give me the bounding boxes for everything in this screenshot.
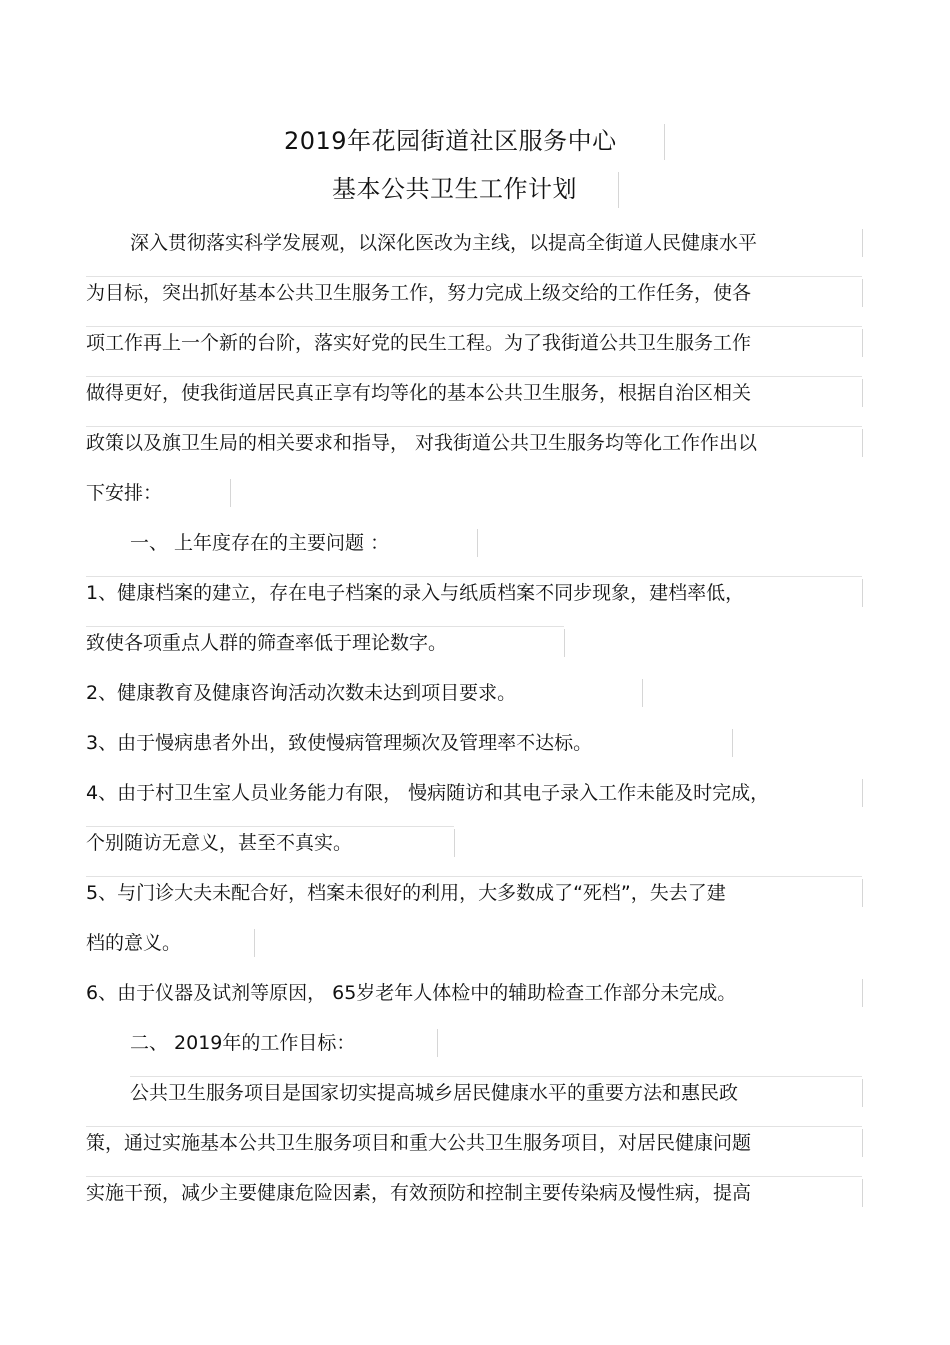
text-frame-edge	[454, 829, 455, 857]
text-frame-rule	[86, 626, 564, 627]
text-frame-edge	[642, 679, 643, 707]
text-frame-edge	[862, 879, 863, 907]
text-frame-edge	[862, 579, 863, 607]
issue-line: 致使各项重点人群的筛查率低于理论数字。	[86, 632, 448, 654]
text-frame-edge	[862, 379, 863, 407]
intro-line: 政策以及旗卫生局的相关要求和指导， 对我街道公共卫生服务均等化工作作出以	[86, 432, 758, 454]
text-frame-rule	[86, 426, 862, 427]
text-frame-rule	[86, 576, 862, 577]
section-heading: 一、 上年度存在的主要问题 ：	[130, 532, 390, 554]
text-frame-edge	[564, 629, 565, 657]
issue-line: 4、由于村卫生室人员业务能力有限， 慢病随访和其电子录入工作未能及时完成，	[86, 782, 770, 804]
goal-line: 策，通过实施基本公共卫生服务项目和重大公共卫生服务项目，对居民健康问题	[86, 1132, 752, 1154]
intro-line: 下安排：	[86, 482, 163, 504]
text-frame-rule	[86, 276, 862, 277]
text-frame-rule	[86, 326, 862, 327]
intro-line: 深入贯彻落实科学发展观，以深化医改为主线，以提高全街道人民健康水平	[130, 232, 758, 254]
issue-line: 6、由于仪器及试剂等原因， 65岁老年人体检中的辅助检查工作部分未完成。	[86, 982, 737, 1004]
text-frame-edge	[862, 1079, 863, 1107]
text-frame-rule	[86, 1126, 862, 1127]
goal-line: 实施干预，减少主要健康危险因素，有效预防和控制主要传染病及慢性病，提高	[86, 1182, 752, 1204]
text-frame-edge	[254, 929, 255, 957]
goal-line: 公共卫生服务项目是国家切实提高城乡居民健康水平的重要方法和惠民政	[130, 1082, 739, 1104]
text-frame-edge	[437, 1029, 438, 1057]
text-frame-rule	[86, 826, 454, 827]
text-frame-edge	[862, 279, 863, 307]
issue-line: 1、健康档案的建立，存在电子档案的录入与纸质档案不同步现象，建档率低，	[86, 582, 745, 604]
issue-line: 2、健康教育及健康咨询活动次数未达到项目要求。	[86, 682, 517, 704]
text-frame-rule	[86, 876, 862, 877]
text-frame-edge	[862, 1179, 863, 1207]
intro-line: 做得更好，使我街道居民真正享有均等化的基本公共卫生服务，根据自治区相关	[86, 382, 752, 404]
issue-line: 5、与门诊大夫未配合好，档案未很好的利用，大多数成了“死档”，失去了建	[86, 882, 726, 904]
text-frame-edge	[862, 779, 863, 807]
intro-line: 项工作再上一个新的台阶，落实好党的民生工程。为了我街道公共卫生服务工作	[86, 332, 752, 354]
text-frame-edge	[230, 479, 231, 507]
document-title-line2: 基本公共卫生工作计划	[332, 175, 577, 203]
text-frame-rule	[86, 376, 862, 377]
text-frame-edge	[862, 229, 863, 257]
text-frame-rule	[86, 1176, 862, 1177]
issue-line: 个别随访无意义，甚至不真实。	[86, 832, 353, 854]
text-frame-edge	[862, 329, 863, 357]
text-frame-rule	[130, 1076, 862, 1077]
text-frame-edge	[862, 429, 863, 457]
document-title-line1: 2019年花园街道社区服务中心	[284, 127, 617, 155]
issue-line: 档的意义。	[86, 932, 182, 954]
section-heading: 二、 2019年的工作目标：	[130, 1032, 356, 1054]
issue-line: 3、由于慢病患者外出，致使慢病管理频次及管理率不达标。	[86, 732, 593, 754]
text-frame-edge	[664, 124, 665, 160]
text-frame-edge	[618, 172, 619, 208]
text-frame-edge	[862, 979, 863, 1007]
text-frame-edge	[477, 529, 478, 557]
text-frame-edge	[862, 1129, 863, 1157]
text-frame-edge	[732, 729, 733, 757]
intro-line: 为目标，突出抓好基本公共卫生服务工作，努力完成上级交给的工作任务，使各	[86, 282, 752, 304]
